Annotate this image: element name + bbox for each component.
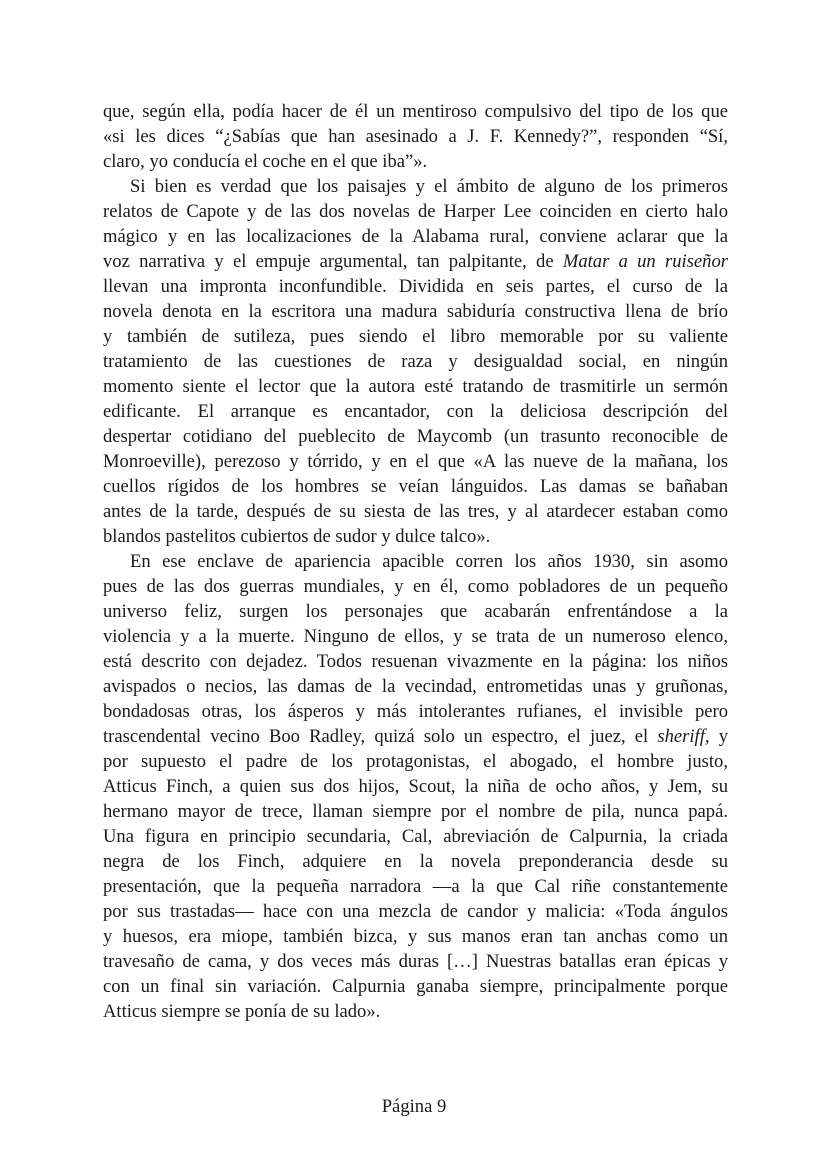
text-segment: bondadosas otras, los ásperos y más intolerantes rufianes, el invisible pero <box>103 701 728 722</box>
text-line <box>103 474 728 499</box>
italic-title-text: Matar a un ruiseñor <box>562 251 728 272</box>
text-line <box>103 499 728 524</box>
text-line <box>103 349 728 374</box>
text-line <box>103 574 728 599</box>
text-segment: presentación, que la pequeña narradora —a la que Cal riñe constantemente <box>103 876 728 897</box>
text-segment: por supuesto el padre de los protagonistas, el abogado, el hombre justo, <box>103 751 728 772</box>
text-line <box>103 799 728 824</box>
text-line <box>103 449 728 474</box>
text-segment: edificante. El arranque es encantador, con la deliciosa descripción del <box>103 401 728 422</box>
italic-title-text: sheriff <box>657 726 705 747</box>
text-segment: blandos pastelitos cubiertos de sudor y dulce talco». <box>103 526 491 547</box>
text-line <box>103 824 728 849</box>
text-line <box>103 374 728 399</box>
text-segment: por sus trastadas— hace con una mezcla de candor y malicia: «Toda ángulos <box>103 901 728 922</box>
text-segment: Si bien es verdad que los paisajes y el ámbito de alguno de los primeros <box>130 176 728 197</box>
text-segment: avispados o necios, las damas de la vecindad, entrometidas unas y gruñonas, <box>103 676 728 697</box>
text-line <box>103 974 728 999</box>
text-segment: novela denota en la escritora una madura sabiduría constructiva llena de brío <box>103 301 728 322</box>
text-line <box>103 874 728 899</box>
text-line <box>103 99 728 124</box>
text-segment: está descrito con dejadez. Todos resuenan vivazmente en la página: los niños <box>103 651 728 672</box>
text-segment: despertar cotidiano del pueblecito de Maycomb (un trasunto reconocible de <box>103 426 728 447</box>
text-segment: momento siente el lector que la autora esté tratando de trasmitirle un sermón <box>103 376 728 397</box>
text-segment: y también de sutileza, pues siendo el libro memorable por su valiente <box>103 326 728 347</box>
text-segment: violencia y a la muerte. Ninguno de ellos, y se trata de un numeroso elenco, <box>103 626 728 647</box>
text-line <box>103 124 728 149</box>
text-segment: Atticus siempre se ponía de su lado». <box>103 1001 381 1022</box>
text-line <box>103 599 728 624</box>
text-segment: con un final sin variación. Calpurnia ganaba siempre, principalmente porque <box>103 976 728 997</box>
text-segment: , y <box>704 726 728 747</box>
body-text <box>103 99 728 1024</box>
text-line <box>103 174 728 199</box>
text-segment: tratamiento de las cuestiones de raza y desigualdad social, en ningún <box>103 351 728 372</box>
text-line <box>103 424 728 449</box>
text-segment: y huesos, era miope, también bizca, y sus manos eran tan anchas como un <box>103 926 728 947</box>
text-line <box>103 399 728 424</box>
text-segment: En ese enclave de apariencia apacible corren los años 1930, sin asomo <box>130 551 728 572</box>
paragraph <box>103 99 728 174</box>
text-line <box>103 899 728 924</box>
text-segment: Monroeville), perezoso y tórrido, y en el que «A las nueve de la mañana, los <box>103 451 728 472</box>
text-line <box>103 524 728 549</box>
text-line <box>103 724 728 749</box>
text-line <box>103 324 728 349</box>
text-line <box>103 674 728 699</box>
text-line <box>103 624 728 649</box>
text-line <box>103 949 728 974</box>
text-segment: llevan una impronta inconfundible. Dividida en seis partes, el curso de la <box>103 276 728 297</box>
text-line <box>103 549 728 574</box>
page-number: Página 9 <box>381 1096 447 1117</box>
text-segment: Una figura en principio secundaria, Cal, abreviación de Calpurnia, la criada <box>103 826 728 847</box>
text-segment: travesaño de cama, y dos veces más duras […] Nuestras batallas eran épicas y <box>103 951 728 972</box>
text-line <box>103 924 728 949</box>
text-segment: «si les dices “¿Sabías que han asesinado a J. F. Kennedy?”, responden “Sí, <box>103 126 728 147</box>
text-segment: pues de las dos guerras mundiales, y en él, como pobladores de un pequeño <box>103 576 728 597</box>
text-line <box>103 774 728 799</box>
paragraph <box>103 549 728 1024</box>
text-segment: hermano mayor de trece, llaman siempre por el nombre de pila, nunca papá. <box>103 801 728 822</box>
text-line <box>103 249 728 274</box>
text-segment: antes de la tarde, después de su siesta de las tres, y al atardecer estaban como <box>103 501 728 522</box>
text-segment: cuellos rígidos de los hombres se veían lánguidos. Las damas se bañaban <box>103 476 728 497</box>
text-line <box>103 274 728 299</box>
text-segment: claro, yo conducía el coche en el que iba”». <box>103 151 428 172</box>
text-line <box>103 749 728 774</box>
text-segment: trascendental vecino Boo Radley, quizá solo un espectro, el juez, el <box>103 726 658 747</box>
text-segment: relatos de Capote y de las dos novelas de Harper Lee coinciden en cierto halo <box>103 201 728 222</box>
text-line <box>103 199 728 224</box>
text-segment: negra de los Finch, adquiere en la novela preponderancia desde su <box>103 851 728 872</box>
text-line <box>103 849 728 874</box>
text-line <box>103 999 728 1024</box>
text-line <box>103 224 728 249</box>
text-segment: universo feliz, surgen los personajes que acabarán enfrentándose a la <box>103 601 728 622</box>
text-line <box>103 149 728 174</box>
text-segment: voz narrativa y el empuje argumental, tan palpitante, de <box>103 251 563 272</box>
paragraph <box>103 174 728 549</box>
text-line <box>103 649 728 674</box>
text-segment: que, según ella, podía hacer de él un mentiroso compulsivo del tipo de los que <box>103 101 728 122</box>
text-line <box>103 699 728 724</box>
text-segment: mágico y en las localizaciones de la Alabama rural, conviene aclarar que la <box>103 226 728 247</box>
text-line <box>103 299 728 324</box>
text-segment: Atticus Finch, a quien sus dos hijos, Scout, la niña de ocho años, y Jem, su <box>103 776 728 797</box>
